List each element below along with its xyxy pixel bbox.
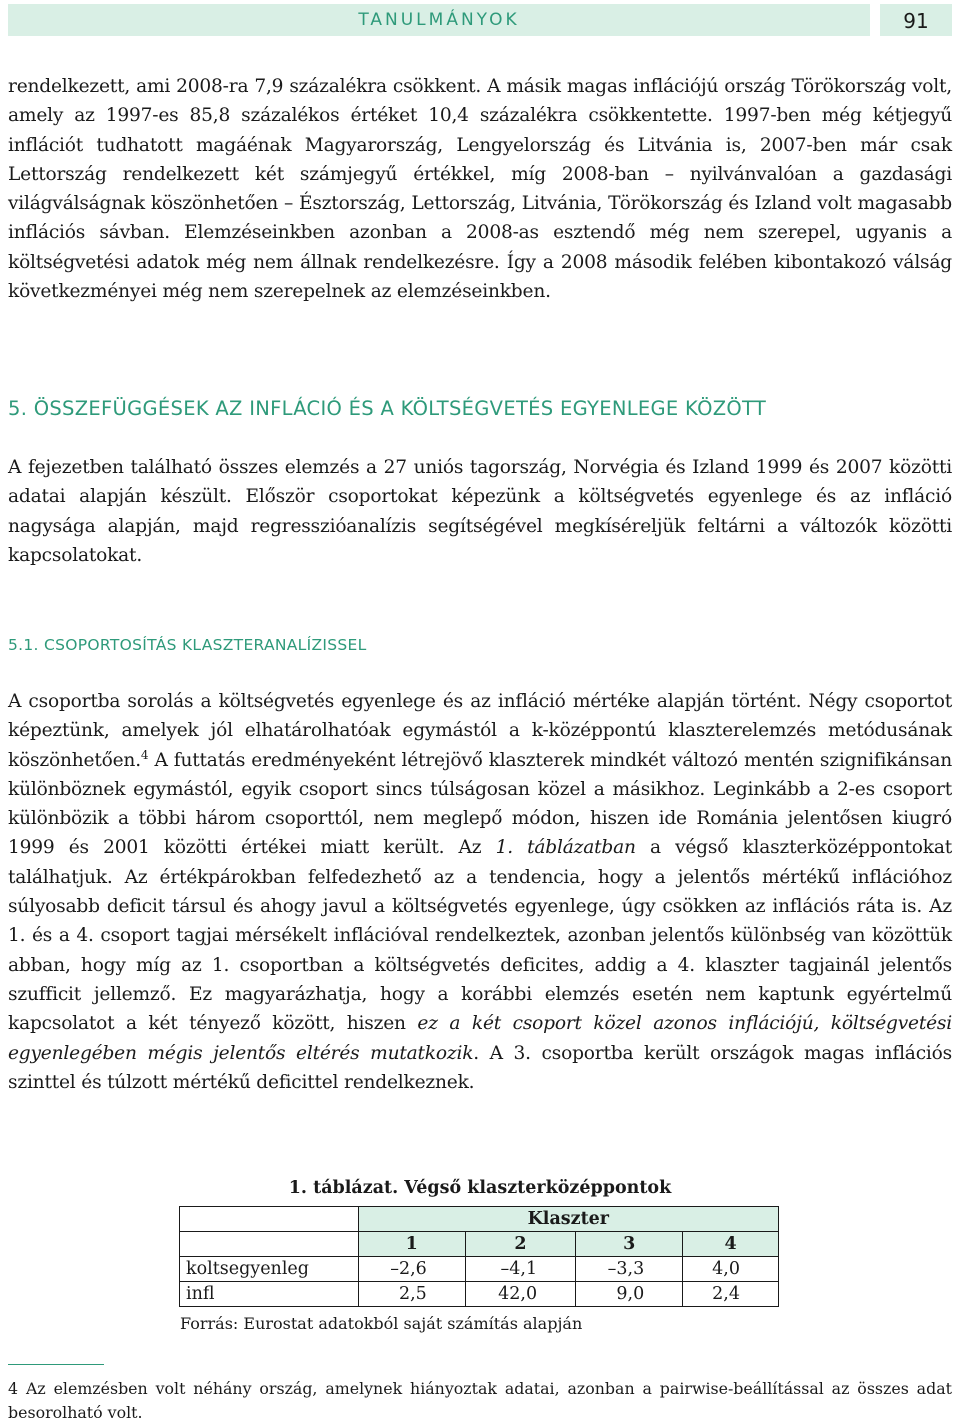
paragraph-cluster-analysis xyxy=(8,687,952,1097)
emphasized-text: ez a két csoport közel azonos inflációjú, költségvetési egyenlegében mégis jelentős eltérés mutatkozik xyxy=(8,1013,952,1064)
row-header: koltsegyenleg xyxy=(180,1257,359,1282)
table-cell: 42,0 xyxy=(465,1282,575,1307)
running-header-title: TANULMÁNYOK xyxy=(358,10,520,30)
text-segment: A futtatás eredményeként létrejövő klaszterek mindkét változó mentén szignifikánsan különböznek egymástól, egyik csoport sincs túlságosan közel a másikhoz. Leginkább a 2-es csoport különbözik a többi három csoporttól, nem meglepő módon, hiszen ide Románia jelentősen kiugró 1999 és 2001 közötti értékei miatt került. Az xyxy=(8,749,952,859)
footnote-divider xyxy=(8,1364,104,1365)
page-number: 91 xyxy=(880,4,952,36)
table-cell: –2,6 xyxy=(358,1257,465,1282)
table-reference: 1. táblázatban xyxy=(495,837,636,859)
table-column-header-row xyxy=(180,1232,779,1257)
table-cell: 9,0 xyxy=(576,1282,683,1307)
table-cell: 2,4 xyxy=(683,1282,779,1307)
table-corner-cell xyxy=(180,1207,359,1232)
table-group-header: Klaszter xyxy=(358,1207,778,1232)
footnote-text: Az elemzésben volt néhány ország, amelynek hiányoztak adatai, azonban a pairwise-beállítással az összes adat besorolható volt. xyxy=(8,1379,952,1422)
table-caption: 1. táblázat. Végső klaszterközéppontok xyxy=(288,1178,672,1198)
row-header: infl xyxy=(180,1282,359,1307)
text-segment: A csoportba sorolás a költségvetés egyenlege és az infláció mértéke alapján történt. Négy csoportot képeztünk, amelyek jól elhatárolhatóak egymástól a k-középpontú klaszterelemzés metódusának köszönhetően. xyxy=(8,691,952,771)
cluster-centers-table xyxy=(179,1206,779,1307)
column-header: 3 xyxy=(576,1232,683,1257)
table-source-note: Forrás: Eurostat adatokból saját számítás alapján xyxy=(180,1314,583,1333)
column-header: 2 xyxy=(465,1232,575,1257)
table-row xyxy=(180,1282,779,1307)
column-header: 4 xyxy=(683,1232,779,1257)
footnote-reference[interactable]: 4 xyxy=(140,747,149,762)
running-header xyxy=(8,4,870,36)
section-heading: 5. ÖSSZEFÜGGÉSEK AZ INFLÁCIÓ ÉS A KÖLTSÉGVETÉS EGYENLEGE KÖZÖTT xyxy=(8,397,767,420)
table-cell: –3,3 xyxy=(576,1257,683,1282)
footnote-number: 4 xyxy=(8,1379,19,1398)
footnote xyxy=(8,1377,952,1425)
table-header-row xyxy=(180,1207,779,1232)
text-segment: . A 3. csoportba került országok magas inflációs szinttel és túlzott mértékű deficittel rendelkeznek. xyxy=(8,1042,952,1093)
table-cell: 4,0 xyxy=(683,1257,779,1282)
table-corner-cell xyxy=(180,1232,359,1257)
table-cell: 2,5 xyxy=(358,1282,465,1307)
table-row xyxy=(180,1257,779,1282)
paragraph-chapter-intro: A fejezetben található összes elemzés a 27 uniós tagország, Norvégia és Izland 1999 és 2007 közötti adatai alapján készült. Először csoportokat képezünk a költségvetés egyenlege és az infláció nagysága alapján, majd regresszióanalízis segítségével megkíséreljük feltárni a változók közötti kapcsolatokat. xyxy=(8,457,952,566)
paragraph-inflation-overview: rendelkezett, ami 2008-ra 7,9 százalékra csökkent. A másik magas inflációjú ország Törökország volt, amely az 1997-es 85,8 százalékos értéket 10,4 százalékra csökkentette. 1997-ben még kétjegyű inflációt tudhatott magáénak Magyarország, Lengyelország és Litvánia is, 2007-ben már csak Lettország rendelkezett két számjegyű értékkel, míg 2008-ban – nyilvánvalóan a gazdasági világválságnak köszönhetően – Észtország, Lettország, Litvánia, Törökország és Izland volt magasabb inflációs sávban. Elemzéseinkben azonban a 2008-as esztendő még nem szerepel, ugyanis a költségvetési adatok még nem állnak rendelkezésre. Így a 2008 második felében kibontakozó válság következményei még nem szerepelnek az elemzéseinkben. xyxy=(8,76,952,303)
text-segment: a végső klaszterközéppontokat találhatjuk. Az értékpárokban felfedezhető az a tendencia, hogy a jelentős mértékű inflációhoz súlyosabb deficit társul és ahogy javul a költségvetés egyenlege, úgy csökken az inflációs ráta is. Az 1. és a 4. csoport tagjai mérsékelt inflációval rendelkeztek, azonban jelentős különbség van közöttük abban, hogy míg az 1. csoportban a költségvetés deficites, addig a 4. klaszter tagjainál jelentős szufficit jellemző. Ez magyarázhatja, hogy a korábbi elemzés esetén nem kaptunk egyértelmű kapcsolatot a két tényező között, hiszen xyxy=(8,837,952,1035)
subsection-heading: 5.1. CSOPORTOSÍTÁS KLASZTERANALÍZISSEL xyxy=(8,636,367,654)
column-header: 1 xyxy=(358,1232,465,1257)
table-cell: –4,1 xyxy=(465,1257,575,1282)
